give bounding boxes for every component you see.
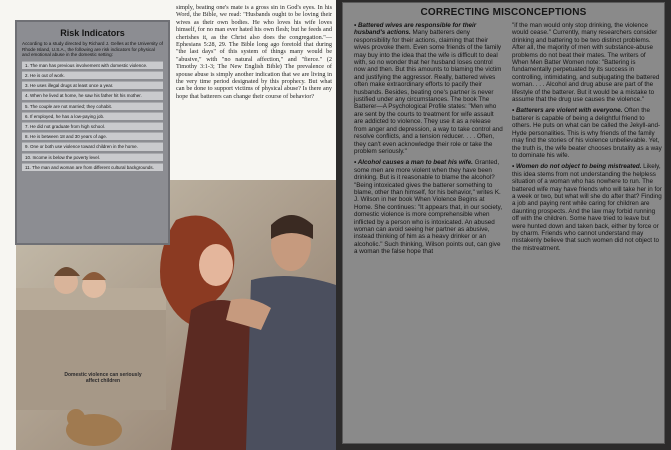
risk-item: 1. The man has previous involvement with domestic violence. [22,61,163,69]
misconception-text: Many batterers deny responsibility for their actions, claiming that their wives provoke them. Even some friends of the family may buy into the idea that the wife is difficult to deal with, so no wonder that her husband loses control now and then. But this amounts to blaming the victim and justifying the aggressor. Really, battered wives often make extraordinary efforts to pacify their husbands. Besides, beating one's partner is never justified under any circumstances. The book The Batterer—A Psychological Profile states: "Men who are sent by the courts to treatment for wife assault are addicted to violence. They use it as a release from anger and depression, a way to take control and resolve conflicts, and a tension reducer. . . . Often, they can't even acknowledge their role or take the problem seriously." [354,29,503,155]
risk-item: 7. He did not graduate from high school. [22,122,163,130]
misconception-heading: • Alcohol causes a man to beat his wife. [354,159,473,167]
misconceptions-title: CORRECTING MISCONCEPTIONS [420,7,587,18]
risk-item: 10. Income is below the poverty level. [22,153,163,161]
right-page [336,0,671,450]
misconceptions-panel [342,2,665,444]
photo-caption: Domestic violence can seriously affect children [64,372,142,384]
risk-item: 3. He uses illegal drugs at least once a year. [22,81,163,89]
risk-box-title: Risk Indicators [60,28,125,38]
risk-item: 9. One or both use violence toward children in the home. [22,142,163,150]
misconception-paragraph [354,159,504,255]
risk-item: 2. He is out of work. [22,71,163,79]
misconception-paragraph [512,107,662,159]
misconception-heading: • Women do not object to being mistreated. [512,163,642,171]
risk-item: 11. The man and woman are from different cultural backgrounds. [22,163,163,171]
misconception-paragraph [512,22,662,103]
misconception-paragraph [512,163,662,252]
risk-item: 5. The couple are not married; they cohabit. [22,102,163,110]
risk-item: 4. When he lived at home, he saw his father hit his mother. [22,91,163,99]
misconception-text: Often the batterer is capable of being a delightful friend to others. He puts on what can be called the Jekyll-and-Hyde personalities. This is why friends of the family may find the stories of his violence unbelievable. Yet, the truth is, the wife beater chooses brutality as a way to dominate his wife. [512,107,662,159]
risk-item: 8. He is between 18 and 30 years of age. [22,132,163,140]
body-text-column [176,4,332,100]
risk-indicators-box [15,20,170,245]
misconceptions-column-1 [354,22,504,260]
misconception-heading: • Battered wives are responsible for their husband's actions. [354,22,477,37]
misconception-text: "if the man would only stop drinking, the violence would cease." Currently, many researchers consider drinking and battering to be two distinct problems. After all, the majority of men with substance-abuse problems do not beat their mates. The writers of When Men Batter Women note: "Battering is fundamentally perpetuated by its success in controlling, intimidating, and subjugating the battered woman. . . . Alcohol and drug abuse are part of the lifestyle of the batterer. But it would be a mistake to assume that the drug use causes the violence." [512,22,660,104]
body-text: simply, beating one's mate is a gross sin in God's eyes. In his Word, the Bible, we read: "Husbands ought to be loving their wives as their own bodies. He who loves his wife loves himself, for no man ever hated his own flesh; but he feeds and cherishes it, as the Christ also does the congregation."—Ephesians 5:28, 29. The Bible long ago foretold that during "the last days" of this system of things many would be "abusive," with "no natural affection," and "fierce." (2 Timothy 3:1-3; The New English Bible) The prevalence of spouse abuse is simply another indication that we are living in the very time period designated by this prophecy. But what can be done to support victims of physical abuse? Is there any hope that batterers can change their course of behavior? [176,4,332,100]
misconception-heading: • Batterers are violent with everyone. [512,107,623,115]
risk-item: 6. If employed, he has a low-paying job. [22,112,163,120]
risk-list [22,61,163,171]
misconception-text: Likely, this idea stems from not understanding the helpless situation of a woman who has nowhere to run. The battered wife may have friends who will take her in for a week or two, but what will she do after that? Finding a job and paying rent while caring for children are daunting prospects. And the law may forbid running off with the children. Some have tried to leave but were hunted down and taken back, either by force or by charm. Friends who cannot understand may mistakenly believe that such women did not object to the mistreatment. [512,163,662,252]
misconception-text: Granted, some men are more violent when they have been drinking. But is it reasonable to blame the alcohol? "Being intoxicated gives the batterer something to blame, other than himself, for his behavior," writes K. J. Wilson in her book When Violence Begins at Home. She continues: "It appears that, in our society, domestic violence is more comprehensible when inflicted by a person who is intoxicated. An abused woman can avoid seeing her partner as abusive, instead thinking of him as a heavy drinker or an alcoholic." Such thinking, Wilson points out, can give a woman the false hope that [354,159,503,256]
misconceptions-column-2 [512,22,662,256]
risk-box-intro: According to a study directed by Richard J. Gelles at the University of Rhode Island, U.S.A., the following are risk indicators for physical and emotional abuse in the domestic setting: [22,41,163,58]
misconception-paragraph [354,22,504,155]
